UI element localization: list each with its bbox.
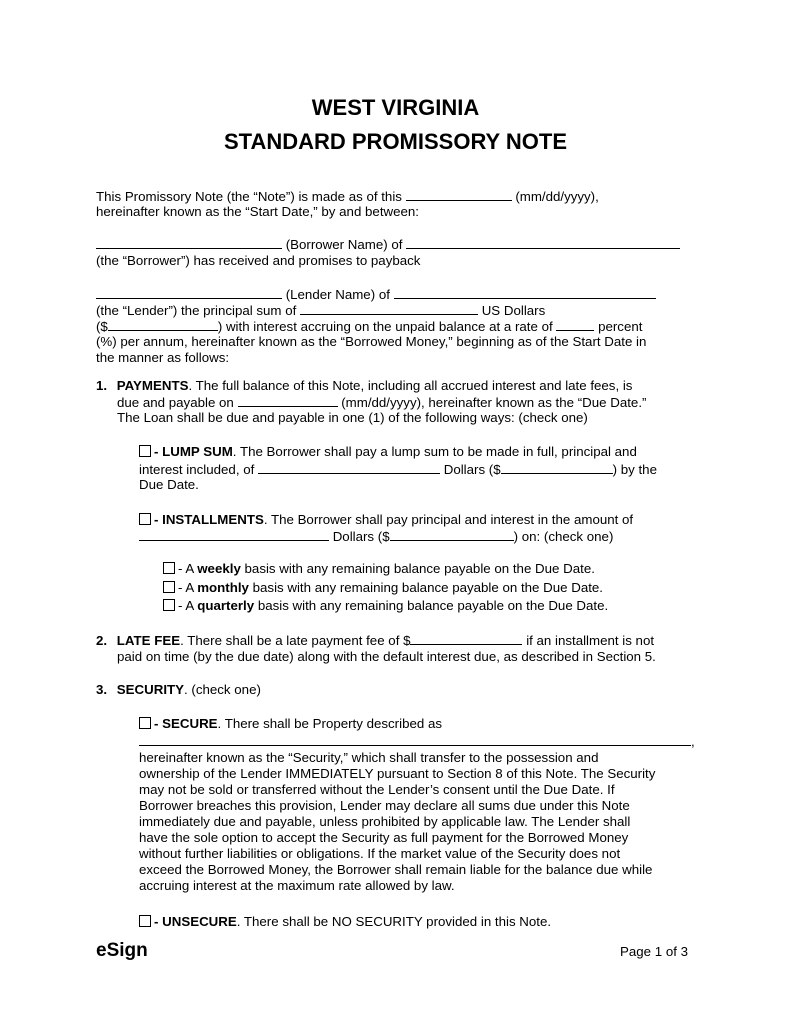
lump-sum-label: interest included, of [139, 462, 255, 477]
date-format-hint: (mm/dd/yyyy), [515, 189, 599, 204]
dollar-sign: ($ [96, 319, 108, 334]
lump-sum-words-field[interactable] [258, 461, 440, 474]
option-prefix: - A [178, 598, 198, 613]
section-security-line-1 [96, 682, 261, 698]
section-payments-line-3: The Loan shall be due and payable in one (1) of the following ways: (check one) [117, 410, 588, 425]
title-document: STANDARD PROMISSORY NOTE [223, 129, 568, 154]
installments-line-2 [139, 528, 613, 545]
lump-sum-line-3: Due Date. [139, 477, 199, 492]
option-monthly [163, 580, 603, 596]
installments-checkbox[interactable] [139, 513, 151, 525]
unsecure-checkbox[interactable] [139, 915, 151, 927]
option-prefix: - A [178, 580, 198, 595]
secure-text: . There shall be Property described as [217, 716, 442, 731]
section-heading-security: SECURITY [116, 682, 185, 697]
lump-sum-line-1 [139, 444, 637, 460]
lump-sum-by-label: ) by the [612, 462, 657, 477]
option-text: basis with any remaining balance payable on the Due Date. [254, 598, 609, 613]
secure-paragraph-line: may not be sold or transferred without the Lender’s consent until the Due Date. If [139, 782, 615, 797]
secure-paragraph-line: ownership of the Lender IMMEDIATELY pursuant to Section 8 of this Note. The Security [139, 766, 656, 781]
lump-sum-checkbox[interactable] [139, 445, 151, 457]
weekly-checkbox[interactable] [163, 562, 175, 574]
secure-paragraph-line: without further liabilities or obligations. If the market value of the Security does not [139, 846, 621, 861]
property-description-field[interactable] [139, 733, 691, 746]
section-number: 1. [96, 378, 108, 393]
intro-line-1 [96, 188, 599, 205]
borrower-address-field[interactable] [406, 236, 680, 249]
interest-rate-field[interactable] [556, 318, 594, 331]
percent-label: percent [598, 319, 643, 334]
principal-amount-field[interactable] [108, 318, 218, 331]
intro-line-2: hereinafter known as the “Start Date,” by and between: [96, 204, 420, 219]
installment-amount-field[interactable] [390, 528, 514, 541]
title-state: WEST VIRGINIA [311, 95, 480, 120]
section-heading-payments: PAYMENTS [116, 378, 189, 393]
lender-name-field[interactable] [96, 286, 282, 299]
section-number: 2. [96, 633, 108, 648]
lender-address-field[interactable] [394, 286, 656, 299]
installments-heading: - INSTALLMENTS [154, 512, 264, 527]
option-quarterly [163, 598, 608, 614]
borrower-line-2: (the “Borrower”) has received and promises to payback [96, 253, 421, 268]
due-date-label: due and payable on [117, 395, 234, 410]
interest-label: ) with interest accruing on the unpaid balance at a rate of [217, 319, 553, 334]
secure-heading: - SECURE [154, 716, 218, 731]
installments-line-1 [139, 512, 633, 528]
option-prefix: - A [178, 561, 198, 576]
section-late-fee-line-1 [96, 632, 654, 649]
currency-label: US Dollars [481, 303, 546, 318]
lump-sum-text: . The Borrower shall pay a lump sum to be made in full, principal and [232, 444, 637, 459]
late-fee-condition: if an installment is not [526, 633, 655, 648]
secure-paragraph-line: Borrower breaches this provision, Lender may declare all sums due under this Note [139, 798, 630, 813]
secure-paragraph-line: accruing interest at the maximum rate allowed by law. [139, 878, 455, 893]
option-text: basis with any remaining balance payable on the Due Date. [240, 561, 595, 576]
section-heading-late-fee: LATE FEE [116, 633, 181, 648]
lender-line-3 [96, 318, 642, 335]
monthly-checkbox[interactable] [163, 581, 175, 593]
lender-name-label: (Lender Name) of [285, 287, 390, 302]
lender-line-4: (%) per annum, hereinafter known as the “Borrowed Money,” beginning as of the Start Date in [96, 334, 647, 349]
option-weekly-label: weekly [197, 561, 241, 576]
page-number: Page 1 of 3 [620, 944, 689, 959]
secure-line-1 [139, 716, 442, 732]
secure-paragraph-line: hereinafter known as the “Security,” which shall transfer to the possession and [139, 750, 599, 765]
late-fee-text: . There shall be a late payment fee of $ [180, 633, 411, 648]
section-number: 3. [96, 682, 108, 697]
option-quarterly-label: quarterly [197, 598, 255, 613]
installment-dollars-label: Dollars ($ [332, 529, 390, 544]
option-weekly [163, 561, 595, 577]
payments-text: . The full balance of this Note, including all accrued interest and late fees, is [188, 378, 633, 393]
principal-label: (the “Lender”) the principal sum of [96, 303, 297, 318]
section-payments-line-2 [117, 394, 646, 411]
unsecure-line [139, 914, 551, 930]
quarterly-checkbox[interactable] [163, 599, 175, 611]
borrower-line-1 [96, 236, 680, 253]
unsecure-heading: - UNSECURE [154, 914, 237, 929]
principal-words-field[interactable] [300, 302, 478, 315]
comma: , [691, 734, 695, 749]
installment-words-field[interactable] [139, 528, 329, 541]
esign-logo: eSign [96, 940, 148, 961]
lender-line-2 [96, 302, 545, 319]
lump-sum-heading: - LUMP SUM [154, 444, 233, 459]
secure-paragraph-line: exceed the Borrowed Money, the Borrower shall remain liable for the balance due while [139, 862, 653, 877]
secure-property-line [139, 733, 695, 750]
secure-paragraph-line: have the sole option to accept the Security as full payment for the Borrowed Money [139, 830, 629, 845]
option-text: basis with any remaining balance payable on the Due Date. [248, 580, 603, 595]
lender-line-1 [96, 286, 656, 303]
intro-text: This Promissory Note (the “Note”) is made as of this [96, 189, 402, 204]
section-late-fee-line-2: paid on time (by the due date) along with the default interest due, as described in Section 5. [117, 649, 656, 664]
security-text: . (check one) [184, 682, 261, 697]
due-date-field[interactable] [238, 394, 338, 407]
lump-sum-dollars-label: Dollars ($ [443, 462, 501, 477]
borrower-name-field[interactable] [96, 236, 282, 249]
section-payments-line-1 [96, 378, 632, 394]
lender-line-5: the manner as follows: [96, 350, 230, 365]
late-fee-amount-field[interactable] [410, 632, 522, 645]
borrower-name-label: (Borrower Name) of [285, 237, 403, 252]
secure-checkbox[interactable] [139, 717, 151, 729]
installments-text: . The Borrower shall pay principal and interest in the amount of [263, 512, 634, 527]
due-date-text: (mm/dd/yyyy), hereinafter known as the “Due Date.” [341, 395, 647, 410]
unsecure-text: . There shall be NO SECURITY provided in this Note. [236, 914, 552, 929]
lump-sum-amount-field[interactable] [501, 461, 613, 474]
option-monthly-label: monthly [197, 580, 249, 595]
start-date-field[interactable] [406, 188, 512, 201]
secure-paragraph-line: immediately due and payable, unless prohibited by applicable law. The Lender shall [139, 814, 631, 829]
installment-frequency-label: ) on: (check one) [513, 529, 614, 544]
lump-sum-line-2 [139, 461, 657, 478]
